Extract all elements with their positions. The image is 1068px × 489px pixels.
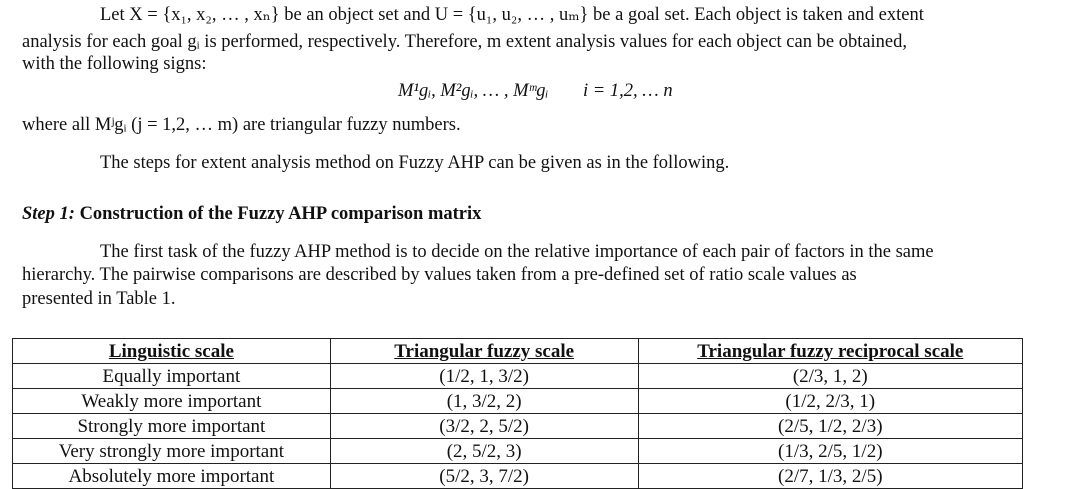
table-row — [13, 389, 1023, 414]
cell-linguistic: Very strongly more important — [13, 439, 331, 464]
cell-fuzzy: (1, 3/2, 2) — [330, 389, 638, 414]
cell-fuzzy: (3/2, 2, 5/2) — [330, 414, 638, 439]
step1-para-line-2 — [22, 264, 857, 286]
intro-line-5-text: The steps for extent analysis method on Fuzzy AHP can be given as in the following. — [100, 153, 730, 173]
cell-linguistic: Equally important — [13, 364, 331, 389]
fuzzy-scale-table — [12, 338, 1023, 489]
cell-linguistic: Strongly more important — [13, 414, 331, 439]
cell-fuzzy: (2, 5/2, 3) — [330, 439, 638, 464]
table-header-row — [13, 339, 1023, 364]
intro-line-2-text: analysis for each goal gᵢ is performed, respectively. Therefore, m extent analysis values for each object can be obtained, — [22, 32, 908, 52]
cell-reciprocal: (1/2, 2/3, 1) — [638, 389, 1022, 414]
intro-line-2 — [22, 31, 907, 53]
intro-line-3 — [22, 53, 207, 75]
formula-left-text: M¹gᵢ, M²gᵢ, … , Mᵐgᵢ — [398, 81, 549, 101]
cell-reciprocal: (2/5, 1/2, 2/3) — [638, 414, 1022, 439]
intro-line-1-text: Let X = {x₁, x₂, … , xₙ} be an object set and U = {u₁, u₂, … , uₘ} be a goal set. Each object is taken and extent — [100, 5, 924, 25]
step1-label: Step 1: — [22, 204, 75, 224]
header-linguistic-scale: Linguistic scale — [13, 339, 331, 364]
intro-line-4 — [22, 114, 461, 136]
cell-fuzzy: (1/2, 1, 3/2) — [330, 364, 638, 389]
intro-line-3-text: with the following signs: — [22, 54, 207, 74]
header-reciprocal-scale: Triangular fuzzy reciprocal scale — [638, 339, 1022, 364]
step1-para-line-3-text: presented in Table 1. — [22, 289, 176, 309]
table-row — [13, 439, 1023, 464]
header-triangular-fuzzy-scale: Triangular fuzzy scale — [330, 339, 638, 364]
intro-line-4-text: where all Mʲgᵢ (j = 1,2, … m) are triangular fuzzy numbers. — [22, 115, 461, 135]
step1-para-line-3 — [22, 288, 176, 310]
formula-left — [398, 80, 548, 102]
step1-heading — [22, 203, 481, 225]
formula-right-text: i = 1,2, … n — [583, 81, 673, 101]
intro-line-1 — [100, 4, 924, 26]
formula-right — [583, 80, 673, 102]
intro-line-5 — [100, 152, 729, 174]
step1-para-line-2-text: hierarchy. The pairwise comparisons are described by values taken from a pre-defined set of ratio scale values as — [22, 265, 857, 285]
cell-reciprocal: (2/7, 1/3, 2/5) — [638, 464, 1022, 489]
cell-reciprocal: (1/3, 2/5, 1/2) — [638, 439, 1022, 464]
step1-title: Construction of the Fuzzy AHP comparison matrix — [79, 204, 482, 224]
cell-fuzzy: (5/2, 3, 7/2) — [330, 464, 638, 489]
cell-reciprocal: (2/3, 1, 2) — [638, 364, 1022, 389]
table-row — [13, 414, 1023, 439]
table-row — [13, 464, 1023, 489]
step1-para-line-1 — [100, 241, 934, 263]
table-row — [13, 364, 1023, 389]
cell-linguistic: Absolutely more important — [13, 464, 331, 489]
cell-linguistic: Weakly more important — [13, 389, 331, 414]
step1-para-line-1-text: The first task of the fuzzy AHP method is to decide on the relative importance of each pair of factors in the same — [100, 242, 934, 262]
